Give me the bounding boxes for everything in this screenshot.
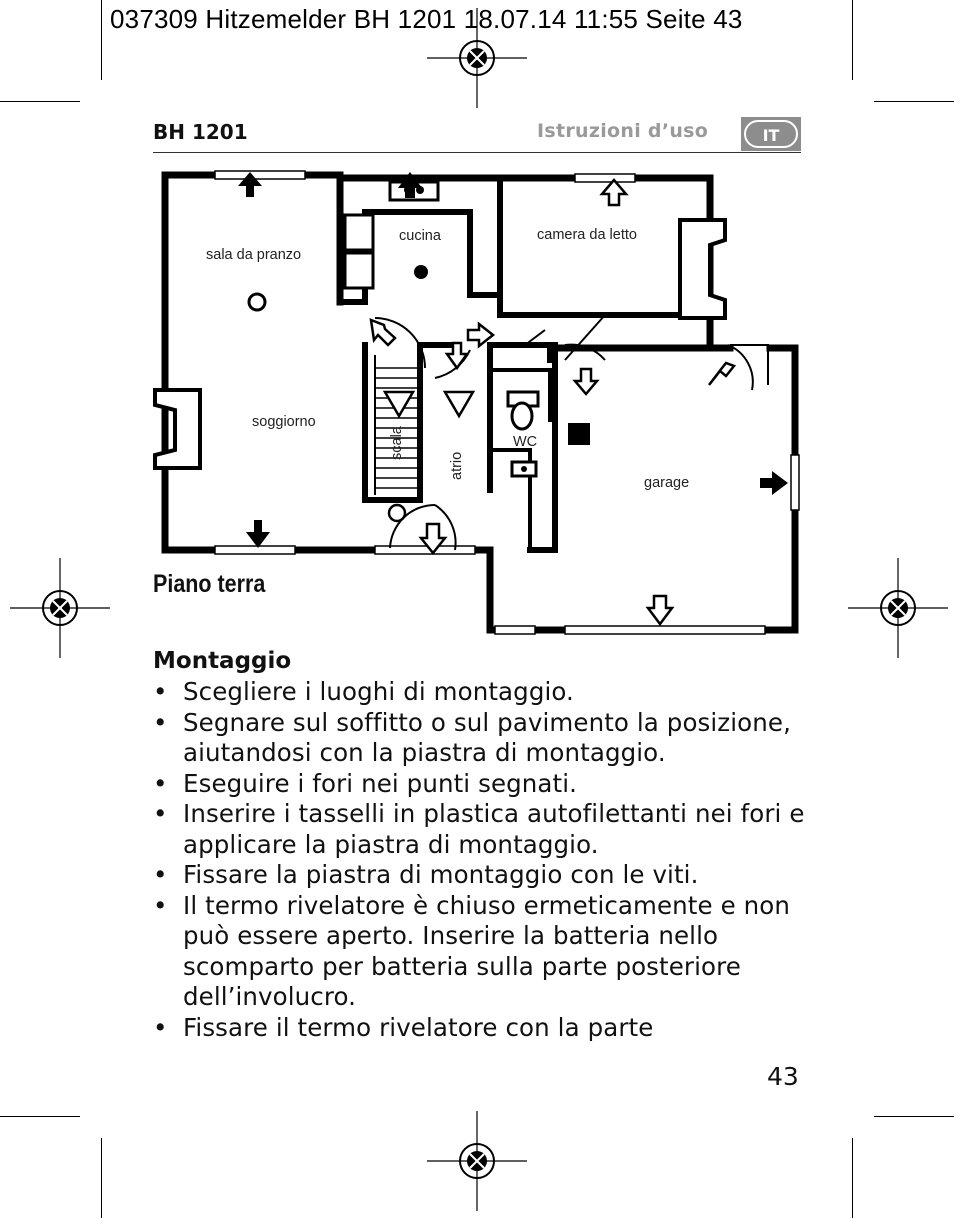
language-badge-label: IT — [762, 126, 780, 145]
registration-mark-icon — [10, 558, 110, 658]
bullet-icon: • — [153, 799, 168, 828]
header-model: BH 1201 — [153, 120, 248, 144]
room-label-hall: atrio — [449, 451, 465, 480]
bullet-icon: • — [153, 768, 168, 798]
page-number: 43 — [767, 1062, 799, 1091]
step-text: Segnare sul soffitto o sul pavimento la posizione, aiutandosi con la piastra di montaggio. — [183, 707, 791, 767]
print-slug: 037309 Hitzemelder BH 1201 18.07.14 11:55 Seite 43 — [110, 4, 743, 34]
montaggio-steps — [153, 677, 813, 1043]
list-item — [153, 677, 813, 708]
step-text: Fissare il termo rivelatore con la parte — [183, 1012, 654, 1042]
step-text: Eseguire i fori nei punti segnati. — [183, 768, 578, 798]
crop-mark — [852, 0, 853, 80]
room-label-wc: WC — [513, 434, 538, 450]
smoke-detector-icon — [389, 505, 405, 521]
list-item — [153, 891, 813, 1013]
step-text: Fissare la piastra di montaggio con le viti. — [183, 860, 699, 889]
room-label-garage: garage — [644, 475, 690, 491]
heat-detector-icon — [414, 265, 428, 279]
step-text: Inserire i tasselli in plastica autofilettanti nei fori e applicare la piastra di montaggio. — [183, 799, 805, 859]
crop-mark — [852, 1138, 853, 1218]
bullet-icon: • — [153, 890, 168, 920]
crop-mark — [874, 101, 954, 102]
bullet-icon: • — [153, 677, 168, 706]
crop-mark — [0, 101, 80, 102]
room-label-dining: sala da pranzo — [206, 247, 302, 263]
registration-mark-icon — [427, 1111, 527, 1211]
smoke-detector-icon — [249, 294, 265, 310]
registration-mark-icon — [427, 8, 527, 108]
step-text: Il termo rivelatore è chiuso ermeticamente e non può essere aperto. Inserire la batteria nello scomparto per batteria sulla parte posteriore dell’involucro. — [183, 890, 790, 1011]
list-item — [153, 708, 813, 769]
step-text: Scegliere i luoghi di montaggio. — [183, 677, 574, 706]
list-item — [153, 860, 813, 891]
crop-mark — [101, 1138, 102, 1218]
header-rule — [153, 152, 801, 153]
room-label-bedroom: camera da letto — [537, 227, 637, 243]
bullet-icon: • — [153, 860, 168, 889]
crop-mark — [101, 0, 102, 80]
bullet-icon: • — [153, 707, 168, 737]
floor-plan-caption: Piano terra — [153, 570, 266, 598]
crop-mark — [0, 1116, 80, 1117]
bullet-icon: • — [153, 1012, 168, 1042]
section-title: Montaggio — [153, 648, 292, 674]
crop-mark — [874, 1116, 954, 1117]
language-badge — [741, 117, 801, 151]
registration-mark-icon — [848, 558, 948, 658]
list-item — [153, 1013, 813, 1044]
list-item — [153, 769, 813, 800]
heat-detector-icon — [568, 423, 590, 445]
list-item — [153, 799, 813, 860]
room-label-stairs: scala — [389, 426, 405, 460]
floor-plan — [150, 165, 805, 635]
room-label-kitchen: cucina — [399, 228, 441, 244]
header-section: Istruzioni d’uso — [537, 120, 709, 142]
room-label-living: soggiorno — [252, 414, 316, 430]
